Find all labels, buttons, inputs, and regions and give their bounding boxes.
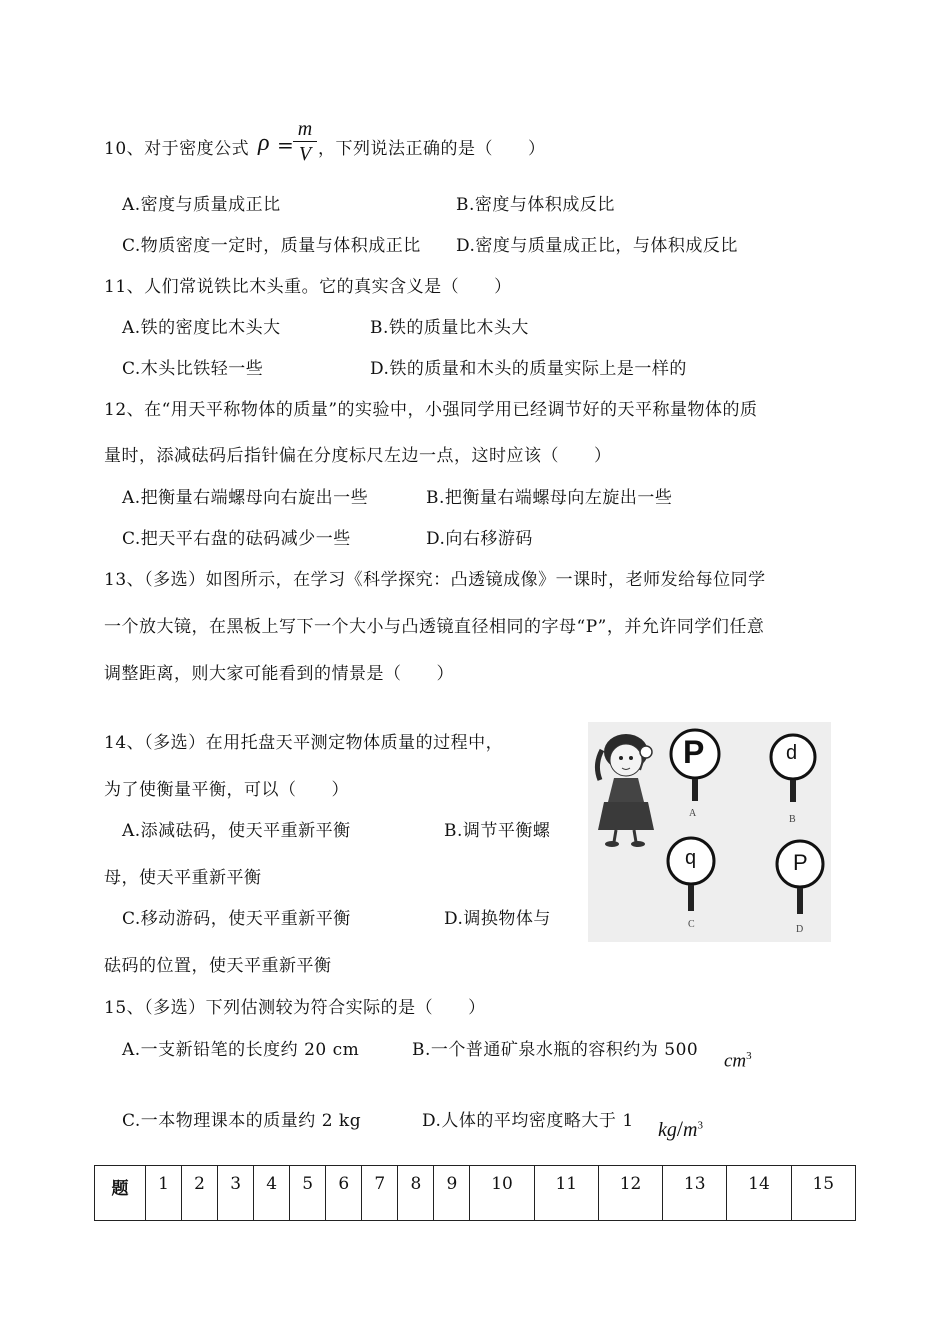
q10-rho: ρ bbox=[258, 130, 270, 156]
q12-option-b: B.把衡量右端螺母向左旋出一些 bbox=[426, 488, 673, 508]
q11-option-d: D.铁的质量和木头的质量实际上是一样的 bbox=[370, 359, 687, 379]
q10-option-d: D.密度与质量成正比，与体积成反比 bbox=[456, 236, 738, 256]
q15-option-d-unit-slash: / bbox=[676, 1116, 684, 1141]
q15-option-b-unit bbox=[724, 1050, 752, 1072]
lens-b-letter: d bbox=[786, 742, 798, 764]
answer-cell-13[interactable]: 13 bbox=[663, 1166, 727, 1221]
answer-cell-10[interactable]: 10 bbox=[470, 1166, 534, 1221]
q10-option-b: B.密度与体积成反比 bbox=[456, 195, 615, 215]
q12-option-d: D.向右移游码 bbox=[426, 529, 533, 549]
lens-d-label: D bbox=[796, 924, 804, 935]
answer-cell-5[interactable]: 5 bbox=[290, 1166, 326, 1221]
q10-numerator: m bbox=[297, 118, 313, 140]
q11-option-a: A.铁的密度比木头大 bbox=[122, 318, 281, 338]
q15-option-b-unit-exp: 3 bbox=[746, 1050, 752, 1062]
q14-option-b-part2: 母，使天平重新平衡 bbox=[104, 868, 262, 888]
answer-cell-1[interactable]: 1 bbox=[146, 1166, 182, 1221]
answer-cell-9[interactable]: 9 bbox=[434, 1166, 470, 1221]
q14-option-c: C.移动游码，使天平重新平衡 bbox=[122, 909, 351, 929]
q14-stem-line1: 14、（多选）在用托盘天平测定物体质量的过程中， bbox=[104, 733, 504, 753]
q15-option-b-unit-base: cm bbox=[724, 1050, 747, 1072]
lens-a-letter: P bbox=[683, 734, 705, 770]
q10-equals: = bbox=[277, 133, 294, 157]
answer-cell-14[interactable]: 14 bbox=[727, 1166, 791, 1221]
q14-option-b-part1: B.调节平衡螺 bbox=[444, 821, 551, 841]
q14-option-d-part2: 砝码的位置，使天平重新平衡 bbox=[104, 956, 332, 976]
answer-cell-3[interactable]: 3 bbox=[218, 1166, 254, 1221]
q13-stem-line2: 一个放大镜，在黑板上写下一个大小与凸透镜直径相同的字母“P”，并允许同学们任意 bbox=[104, 617, 765, 637]
q13-stem-line3: 调整距离，则大家可能看到的情景是（ ） bbox=[104, 664, 454, 684]
q13-stem-line1: 13、（多选）如图所示，在学习《科学探究：凸透镜成像》一课时，老师发给每位同学 bbox=[104, 570, 766, 590]
q11-stem: 11、人们常说铁比木头重。它的真实含义是（ ） bbox=[104, 277, 512, 297]
answer-cell-15[interactable]: 15 bbox=[791, 1166, 855, 1221]
q10-denominator: V bbox=[298, 143, 312, 165]
answer-table bbox=[94, 1165, 856, 1221]
q11-option-b: B.铁的质量比木头大 bbox=[370, 318, 529, 338]
q15-option-d: D.人体的平均密度略大于 1 bbox=[422, 1111, 634, 1131]
q12-stem-line1: 12、在“用天平称物体的质量”的实验中，小强同学用已经调节好的天平称量物体的质 bbox=[104, 400, 758, 420]
q15-option-d-unit bbox=[658, 1116, 703, 1142]
answer-cell-6[interactable]: 6 bbox=[326, 1166, 362, 1221]
q12-stem-line2: 量时，添减砝码后指针偏在分度标尺左边一点，这时应该（ ） bbox=[104, 446, 612, 466]
q14-option-d-part1: D.调换物体与 bbox=[444, 909, 551, 929]
answer-cell-11[interactable]: 11 bbox=[534, 1166, 598, 1221]
q15-option-c: C.一本物理课本的质量约 2 kg bbox=[122, 1111, 362, 1131]
q15-option-d-unit-exp: 3 bbox=[697, 1119, 703, 1132]
q10-option-c: C.物质密度一定时，质量与体积成正比 bbox=[122, 236, 421, 256]
q15-option-d-unit-den: m bbox=[683, 1119, 698, 1141]
lens-a-label: A bbox=[689, 808, 697, 819]
answer-cell-2[interactable]: 2 bbox=[182, 1166, 218, 1221]
lens-c-label: C bbox=[688, 919, 695, 930]
lens-c-letter: q bbox=[685, 847, 697, 869]
answer-cell-7[interactable]: 7 bbox=[362, 1166, 398, 1221]
q15-option-d-unit-num: kg bbox=[658, 1119, 677, 1141]
magnifier-figure bbox=[588, 722, 831, 942]
q15-stem: 15、（多选）下列估测较为符合实际的是（ ） bbox=[104, 998, 486, 1018]
answer-table-header: 题 bbox=[95, 1166, 146, 1221]
q14-stem-line2: 为了使衡量平衡，可以（ ） bbox=[104, 780, 349, 800]
q10-option-a: A.密度与质量成正比 bbox=[122, 195, 281, 215]
answer-cell-12[interactable]: 12 bbox=[598, 1166, 662, 1221]
q12-option-a: A.把衡量右端螺母向右旋出一些 bbox=[122, 488, 369, 508]
lens-b-label: B bbox=[789, 814, 796, 825]
q15-option-b: B.一个普通矿泉水瓶的容积约为 500 bbox=[412, 1040, 699, 1060]
q10-fraction bbox=[293, 118, 317, 165]
q10-fraction-bar bbox=[293, 141, 317, 142]
q10-stem-prefix: 10、对于密度公式 bbox=[104, 139, 250, 159]
q14-option-a: A.添减砝码，使天平重新平衡 bbox=[122, 821, 351, 841]
q11-option-c: C.木头比铁轻一些 bbox=[122, 359, 264, 379]
answer-cell-8[interactable]: 8 bbox=[398, 1166, 434, 1221]
answer-table-row bbox=[95, 1166, 856, 1221]
q15-option-a: A.一支新铅笔的长度约 20 cm bbox=[122, 1040, 360, 1060]
q10-stem-suffix: ，下列说法正确的是（ ） bbox=[318, 139, 546, 159]
lens-d-letter: P bbox=[793, 850, 808, 875]
answer-cell-4[interactable]: 4 bbox=[254, 1166, 290, 1221]
q12-option-c: C.把天平右盘的砝码减少一些 bbox=[122, 529, 351, 549]
